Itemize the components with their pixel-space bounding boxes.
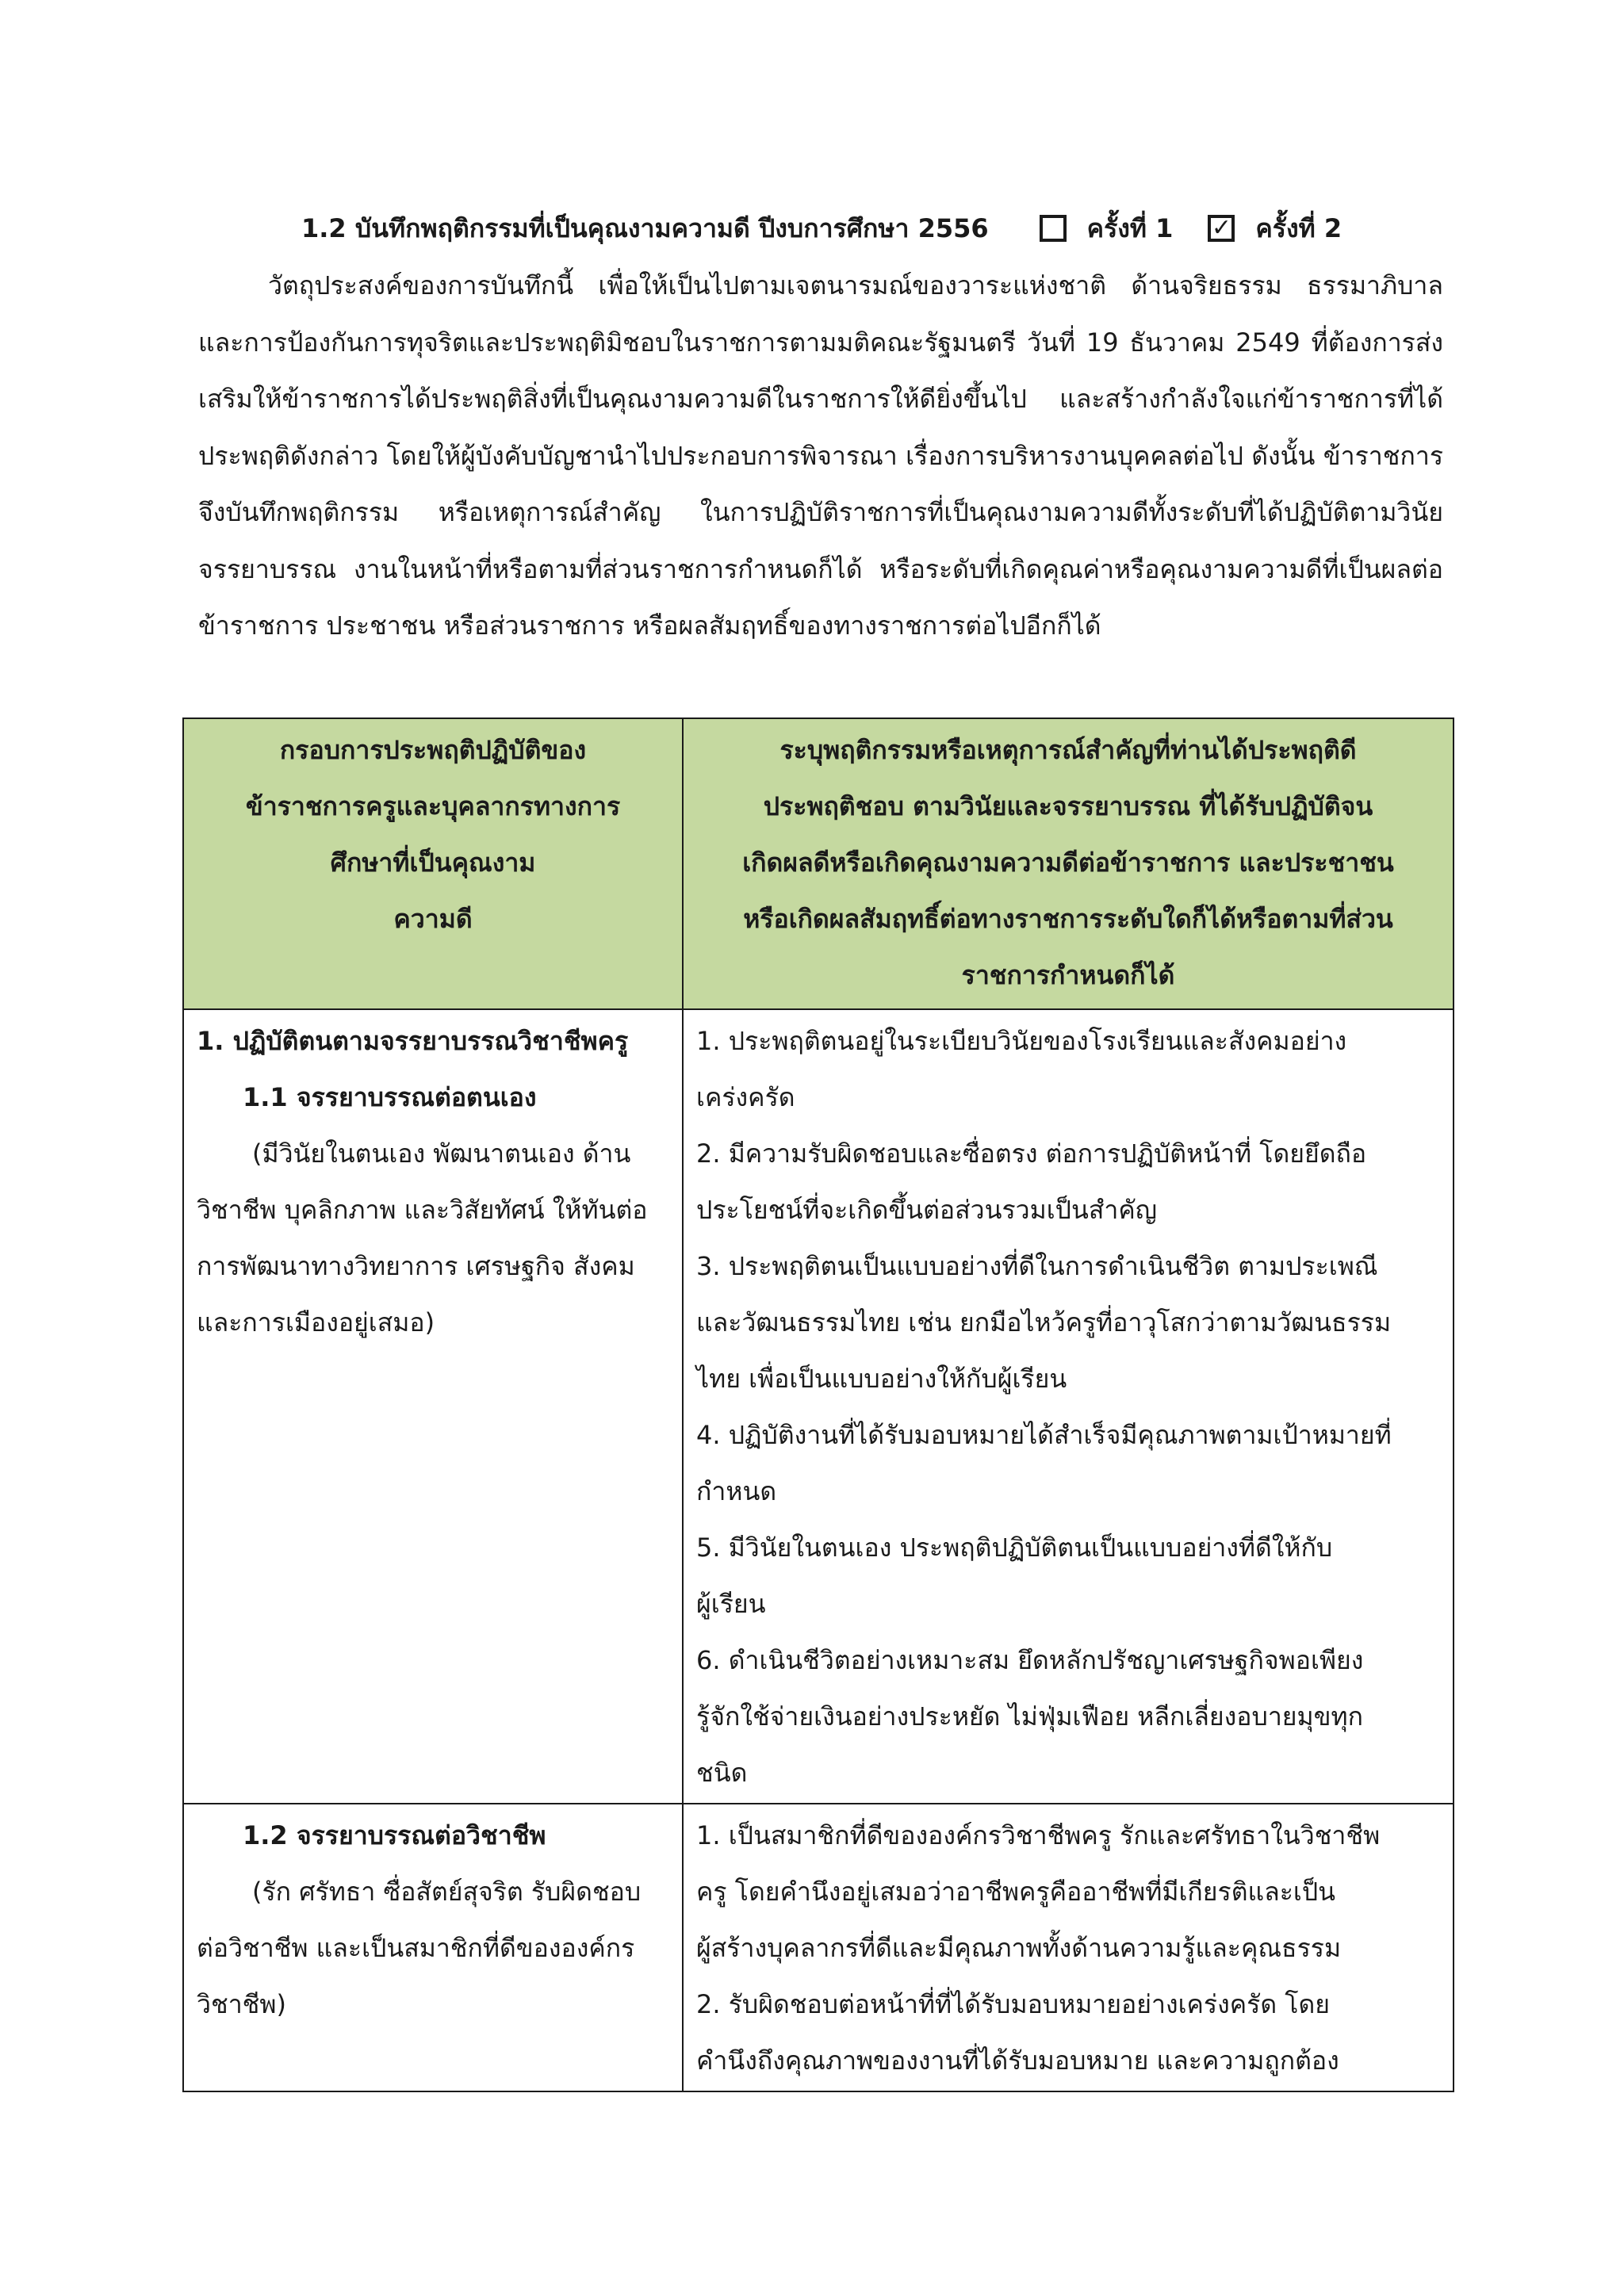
- header-left-line: ความดี: [393, 904, 473, 934]
- header-left-line: ข้าราชการครูและบุคลากรทางการ: [245, 791, 621, 821]
- behavior-line: เคร่งครัด: [696, 1082, 795, 1112]
- behavior-record-table: [182, 718, 1454, 2092]
- behavior-line: ประโยชน์ที่จะเกิดขึ้นต่อส่วนรวมเป็นสำคัญ: [696, 1195, 1158, 1225]
- behavior-line: คำนึงถึงคุณภาพของงานที่ได้รับมอบหมาย และความถูกต้อง: [696, 2045, 1339, 2076]
- framework-cell: [183, 1009, 683, 1804]
- framework-desc-line: (รัก ศรัทธา ซื่อสัตย์สุจริต รับผิดชอบ: [252, 1877, 642, 1907]
- behavior-line: 2. รับผิดชอบต่อหน้าที่ที่ได้รับมอบหมายอย่างเคร่งครัด โดย: [696, 1989, 1330, 2019]
- header-right-line: ประพฤติชอบ ตามวินัยและจรรยาบรรณ ที่ได้รับปฏิบัติจน: [763, 791, 1373, 821]
- framework-desc-line: ต่อวิชาชีพ และเป็นสมาชิกที่ดีขององค์กร: [197, 1933, 635, 1963]
- heading-title: 1.2 บันทึกพฤติกรรมที่เป็นคุณงามความดี ปีงบการศึกษา 2556: [301, 212, 989, 243]
- framework-desc-line: วิชาชีพ บุคลิกภาพ และวิสัยทัศน์ ให้ทันต่อ: [197, 1195, 648, 1225]
- checkbox-empty-icon[interactable]: [1040, 215, 1067, 242]
- behavior-line: 1. ประพฤติตนอยู่ในระเบียบวินัยของโรงเรียนและสังคมอย่าง: [696, 1026, 1347, 1056]
- table-row: [183, 1009, 1454, 1804]
- behavior-line: 3. ประพฤติตนเป็นแบบอย่างที่ดีในการดำเนินชีวิต ตามประเพณี: [696, 1251, 1378, 1281]
- header-right-line: ระบุพฤติกรรมหรือเหตุการณ์สำคัญที่ท่านได้ประพฤติดี: [779, 735, 1357, 765]
- section-heading: [301, 205, 1443, 252]
- framework-desc-line: และการเมืองอยู่เสมอ): [197, 1307, 435, 1337]
- choice-round-2[interactable]: [1208, 209, 1342, 249]
- framework-subtitle: 1.2 จรรยาบรรณต่อวิชาชีพ: [243, 1820, 546, 1850]
- header-behavior: [683, 718, 1454, 1009]
- header-right-line: เกิดผลดีหรือเกิดคุณงามความดีต่อข้าราชการ และประชาชน: [742, 848, 1394, 878]
- behavior-line: ชนิด: [696, 1758, 748, 1788]
- framework-main-title: 1. ปฏิบัติตนตามจรรยาบรรณวิชาชีพครู: [197, 1026, 629, 1056]
- behavior-line: ไทย เพื่อเป็นแบบอย่างให้กับผู้เรียน: [696, 1364, 1067, 1394]
- behavior-cell: [683, 1804, 1454, 2091]
- behavior-line: 2. มีความรับผิดชอบและซื่อตรง ต่อการปฏิบัติหน้าที่ โดยยึดถือ: [696, 1138, 1367, 1169]
- framework-desc-line: การพัฒนาทางวิทยาการ เศรษฐกิจ สังคม: [197, 1251, 635, 1281]
- behavior-cell: [683, 1009, 1454, 1804]
- choice-label-1: ครั้งที่ 1: [1086, 212, 1174, 243]
- checkbox-checked-icon[interactable]: ✓: [1208, 215, 1235, 242]
- behavior-line: กำหนด: [696, 1476, 777, 1506]
- header-right-line: ราชการกำหนดก็ได้: [961, 960, 1175, 990]
- framework-desc-line: วิชาชีพ): [197, 1989, 286, 2019]
- header-right-line: หรือเกิดผลสัมฤทธิ์ต่อทางราชการระดับใดก็ได้หรือตามที่ส่วน: [743, 904, 1393, 934]
- behavior-line: 6. ดำเนินชีวิตอย่างเหมาะสม ยึดหลักปรัชญาเศรษฐกิจพอเพียง: [696, 1645, 1364, 1675]
- behavior-line: ครู โดยคำนึงอยู่เสมอว่าอาชีพครูคืออาชีพที่มีเกียรติและเป็น: [696, 1877, 1336, 1907]
- behavior-line: 4. ปฏิบัติงานที่ได้รับมอบหมายได้สำเร็จมีคุณภาพตามเป้าหมายที่: [696, 1420, 1392, 1450]
- intro-text: วัตถุประสงค์ของการบันทึกนี้ เพื่อให้เป็นไปตามเจตนารมณ์ของวาระแห่งชาติ ด้านจริยธรรม ธรรมาภิบาล และการป้องกันการทุจริตและประพฤติมิชอบในราชการตามมติคณะรัฐมนตรี วันที่ 19 ธันวาคม 2549 ที่ต้องการส่งเสริมให้ข้าราชการได้ประพฤติสิ่งที่เป็นคุณงามความดีในราชการให้ดียิ่งขึ้นไป และสร้างกำลังใจแก่ข้าราชการที่ได้ประพฤติดังกล่าว โดยให้ผู้บังคับบัญชานำไปประกอบการพิจารณา เรื่องการบริหารงานบุคคลต่อไป ดังนั้น ข้าราชการจึงบันทึกพฤติกรรม หรือเหตุการณ์สำคัญ ในการปฏิบัติราชการที่เป็นคุณงามความดีทั้งระดับที่ได้ปฏิบัติตามวินัย จรรยาบรรณ งานในหน้าที่หรือตามที่ส่วนราชการกำหนดก็ได้ หรือระดับที่เกิดคุณค่าหรือคุณงามความดีที่เป็นผลต่อข้าราชการ ประชาชน หรือส่วนราชการ หรือผลสัมฤทธิ์ของทางราชการต่อไปอีกก็ได้: [198, 270, 1443, 641]
- framework-subtitle: 1.1 จรรยาบรรณต่อตนเอง: [243, 1082, 537, 1112]
- table-row: [183, 1804, 1454, 2091]
- choice-label-2: ครั้งที่ 2: [1255, 212, 1342, 243]
- behavior-line: 1. เป็นสมาชิกที่ดีขององค์กรวิชาชีพครู รักและศรัทธาในวิชาชีพ: [696, 1820, 1381, 1850]
- framework-cell: [183, 1804, 683, 2091]
- choice-round-1[interactable]: [1040, 209, 1174, 249]
- header-left-line: กรอบการประพฤติปฏิบัติของ: [279, 735, 587, 765]
- framework-desc-line: (มีวินัยในตนเอง พัฒนาตนเอง ด้าน: [252, 1138, 631, 1169]
- behavior-line: ผู้สร้างบุคลากรที่ดีและมีคุณภาพทั้งด้านความรู้และคุณธรรม: [696, 1933, 1342, 1963]
- table-header-row: [183, 718, 1454, 1009]
- behavior-line: และวัฒนธรรมไทย เช่น ยกมือไหว้ครูที่อาวุโสกว่าตามวัฒนธรรม: [696, 1307, 1392, 1337]
- header-left-line: ศึกษาที่เป็นคุณงาม: [330, 848, 536, 878]
- behavior-line: รู้จักใช้จ่ายเงินอย่างประหยัด ไม่ฟุ่มเฟือย หลีกเลี่ยงอบายมุขทุก: [696, 1701, 1363, 1732]
- intro-paragraph: [198, 258, 1443, 655]
- header-framework: [183, 718, 683, 1009]
- behavior-line: 5. มีวินัยในตนเอง ประพฤติปฏิบัติตนเป็นแบบอย่างที่ดีให้กับ: [696, 1533, 1333, 1563]
- behavior-line: ผู้เรียน: [696, 1589, 766, 1619]
